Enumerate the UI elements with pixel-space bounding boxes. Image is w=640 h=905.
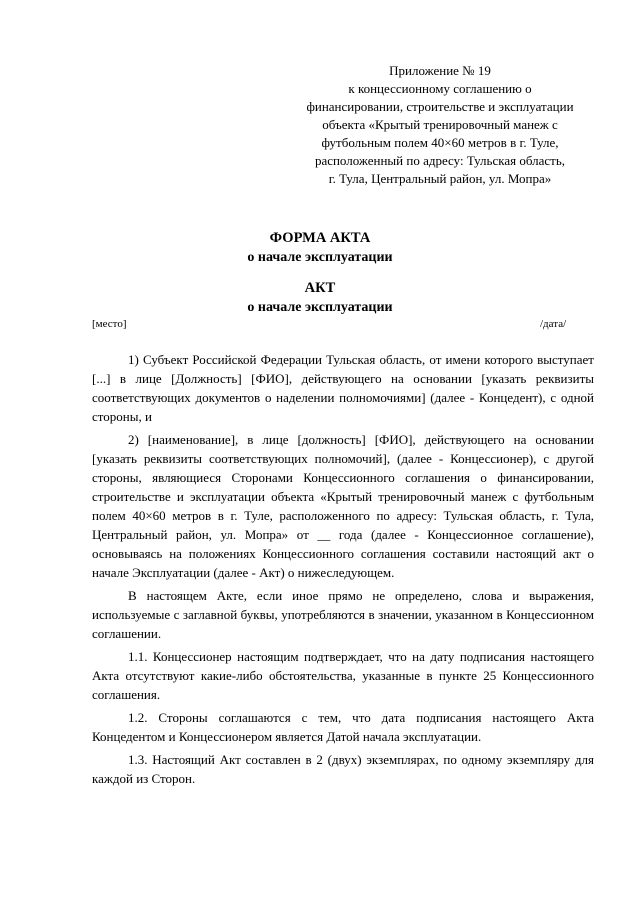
appendix-line: футбольным полем 40×60 метров в г. Туле,: [321, 135, 559, 150]
act-title-sub: о начале эксплуатации: [247, 300, 393, 315]
form-title: [0, 229, 640, 267]
paragraph: 1.2. Стороны соглашаются с тем, что дата подписания настоящего Акта Концедентом и Концессионером является Датой начала эксплуатации.: [92, 710, 594, 744]
paragraph: 1) Субъект Российской Федерации Тульская область, от имени которого выступает [...] в лице [Должность] [ФИО], действующего на основании [указать реквизиты соответствующих документов о наделении полномочиями] (далее - Концедент), с одной стороны, и: [92, 352, 594, 424]
appendix-header: [290, 62, 590, 188]
act-title: [0, 279, 640, 317]
appendix-line: к концессионному соглашению о: [348, 81, 532, 96]
act-body: [92, 350, 594, 792]
paragraph: 1.3. Настоящий Акт составлен в 2 (двух) экземплярах, по одному экземпляру для каждой из Сторон.: [92, 752, 594, 786]
form-title-sub: о начале эксплуатации: [247, 250, 393, 265]
date-placeholder: /дата/: [540, 318, 567, 330]
appendix-line: Приложение № 19: [389, 63, 491, 78]
paragraph: 2) [наименование], в лице [должность] [ФИО], действующего на основании [указать реквизиты соответствующих полномочий], (далее - Концессионер), с другой стороны, являющиеся Сторонами Концессионного соглашения о финансировании, строительстве и эксплуатации объекта «Крытый тренировочный манеж с футбольным полем 40×60 метров в г. Туле, расположенного по адресу: Тульская область, г. Тула, Центральный район, ул. Мопра» от __ года (далее - Концессионное соглашение), основываясь на положениях Концессионного соглашения составили настоящий акт о начале Эксплуатации (далее - Акт) о нижеследующем.: [92, 432, 594, 580]
paragraph: В настоящем Акте, если иное прямо не определено, слова и выражения, используемые с заглавной буквы, употребляются в значении, указанном в Концессионном соглашении.: [92, 588, 594, 641]
appendix-line: г. Тула, Центральный район, ул. Мопра»: [328, 171, 552, 186]
place-placeholder: [место]: [92, 318, 127, 330]
form-title-main: ФОРМА АКТА: [269, 230, 371, 246]
appendix-line: расположенный по адресу: Тульская область,: [314, 153, 566, 168]
appendix-line: объекта «Крытый тренировочный манеж с: [322, 117, 558, 132]
paragraph: 1.1. Концессионер настоящим подтверждает, что на дату подписания настоящего Акта отсутствуют какие-либо обстоятельства, указанные в пункте 25 Концессионного соглашения.: [92, 649, 594, 702]
act-title-main: АКТ: [304, 280, 336, 296]
appendix-line: финансировании, строительстве и эксплуатации: [306, 99, 574, 114]
